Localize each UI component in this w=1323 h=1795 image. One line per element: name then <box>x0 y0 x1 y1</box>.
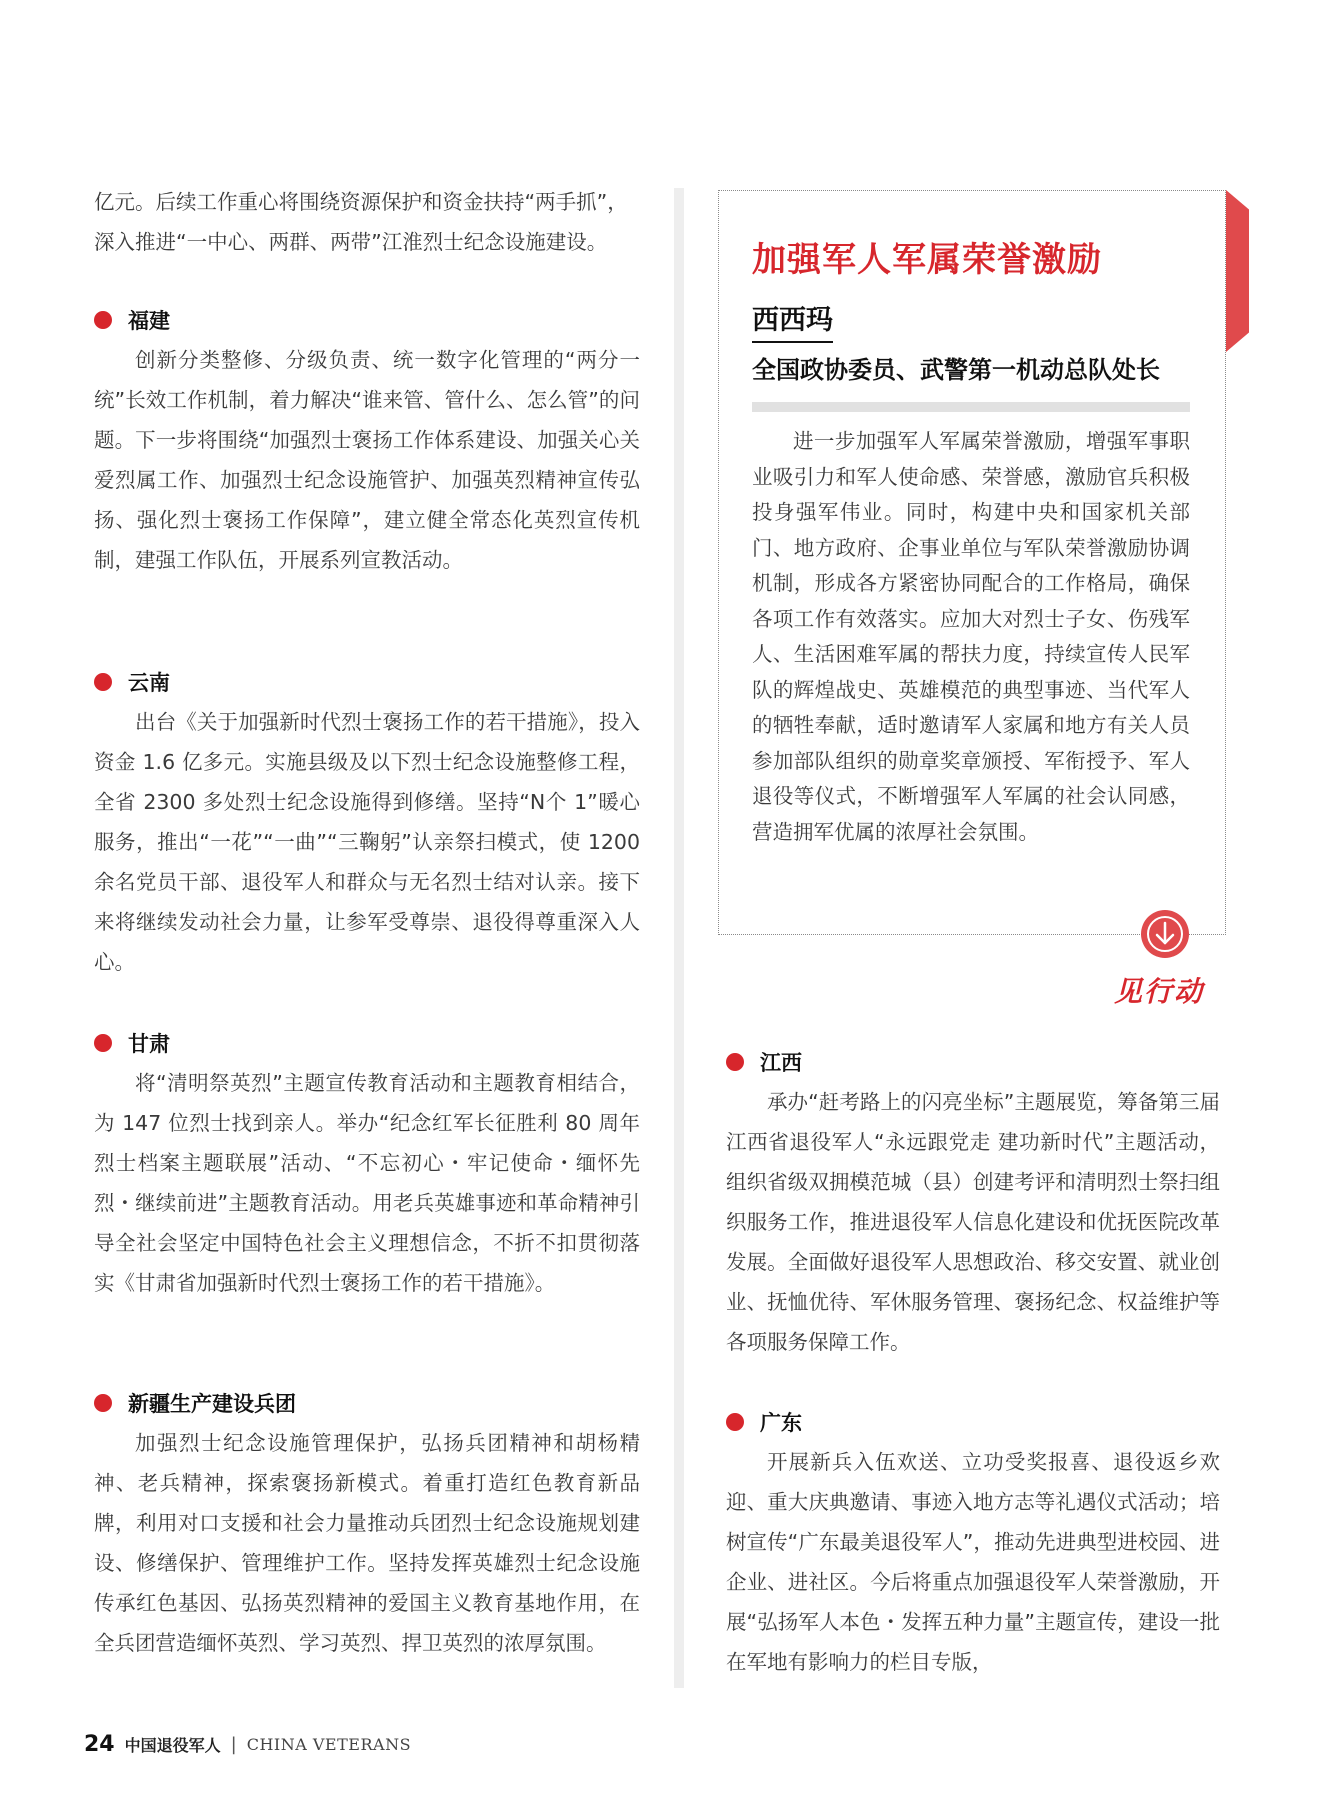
sidebar-quote: 进一步加强军人军属荣誉激励，增强军事职业吸引力和军人使命感、荣誉感，激励官兵积极投身强军伟业。同时，构建中央和国家机关部门、地方政府、企事业单位与军队荣誉激励协调机制，形成各方紧密协同配合的工作格局，确保各项工作有效落实。应加大对烈士子女、伤残军人、生活困难军属的帮扶力度，持续宣传人民军队的辉煌战史、英雄模范的典型事迹、当代军人的牺牲奉献，适时邀请军人家属和地方有关人员参加部队组织的勋章奖章颁授、军衔授予、军人退役等仪式，不断增强军人军属的社会认同感，营造拥军优属的浓厚社会氛围。 <box>752 429 1190 844</box>
section-heading-guangdong <box>726 1402 802 1442</box>
section-title: 福建 <box>128 309 170 333</box>
section-body-guangdong: 开展新兵入伍欢送、立功受奖报喜、退役返乡欢迎、重大庆典邀请、事迹入地方志等礼遇仪式活动；培树宣传“广东最美退役军人”，推动先进典型进校园、进企业、进社区。今后将重点加强退役军人荣誉激励，开展“弘扬军人本色・发挥五种力量”主题宣传，建设一批在军地有影响力的栏目专版， <box>726 1450 1220 1674</box>
red-dot-icon <box>94 1394 112 1412</box>
down-arrow-icon <box>1141 910 1189 958</box>
section-body-xinjiang-bingtuan: 加强烈士纪念设施管理保护，弘扬兵团精神和胡杨精神、老兵精神，探索褒扬新模式。着重打造红色教育新品牌，利用对口支援和社会力量推动兵团烈士纪念设施规划建设、修缮保护、管理维护工作。坚持发挥英雄烈士纪念设施传承红色基因、弘扬英烈精神的爱国主义教育基地作用，在全兵团营造缅怀英烈、学习英烈、捍卫英烈的浓厚氛围。 <box>94 1431 640 1655</box>
page-footer <box>84 1731 411 1757</box>
intro-line-1: 亿元。后续工作重心将围绕资源保护和资金扶持“两手抓”， <box>94 190 628 214</box>
section-body-fujian: 创新分类整修、分级负责、统一数字化管理的“两分一统”长效工作机制，着力解决“谁来管、管什么、怎么管”的问题。下一步将围绕“加强烈士褒扬工作体系建设、加强关心关爱烈属工作、加强烈士纪念设施管护、加强英烈精神宣传弘扬、强化烈士褒扬工作保障”，建立健全常态化英烈宣传机制，建强工作队伍，开展系列宣教活动。 <box>94 348 640 572</box>
sidebar-author-name: 西西玛 <box>752 298 833 343</box>
section-body-yunnan: 出台《关于加强新时代烈士褒扬工作的若干措施》，投入资金 1.6 亿多元。实施县级及以下烈士纪念设施整修工程，全省 2300 多处烈士纪念设施得到修缮。坚持“N个 1”暖心服务，推出“一花”“一曲”“三鞠躬”认亲祭扫模式，使 1200 余名党员干部、退役军人和群众与无名烈士结对认亲。接下来将继续发动社会力量，让参军受尊崇、退役得尊重深入人心。 <box>94 710 640 974</box>
section-heading-gansu <box>94 1023 170 1063</box>
red-dot-icon <box>726 1413 744 1431</box>
red-dot-icon <box>94 673 112 691</box>
sidebar-author-role: 全国政协委员、武警第一机动总队处长 <box>752 355 1160 384</box>
intro-line-2: 深入推进“一中心、两群、两带”江淮烈士纪念设施建设。 <box>94 230 608 254</box>
column-divider <box>674 188 684 1688</box>
page-number: 24 <box>84 1731 115 1757</box>
red-tab-decoration <box>1226 190 1249 352</box>
red-dot-icon <box>726 1053 744 1071</box>
footer-separator: | <box>230 1733 237 1755</box>
section-body-jiangxi: 承办“赶考路上的闪亮坐标”主题展览，筹备第三届江西省退役军人“永远跟党走 建功新时代”主题活动，组织省级双拥模范城（县）创建考评和清明烈士祭扫组织服务工作，推进退役军人信息化建设和优抚医院改革发展。全面做好退役军人思想政治、移交安置、就业创业、抚恤优待、军休服务管理、褒扬纪念、权益维护等各项服务保障工作。 <box>726 1090 1220 1354</box>
section-heading-jiangxi <box>726 1042 802 1082</box>
section-heading-xinjiang-bingtuan <box>94 1383 296 1423</box>
sidebar-divider-bar <box>752 402 1190 412</box>
magazine-name-cn: 中国退役军人 <box>124 1735 221 1755</box>
section-heading-yunnan <box>94 662 170 702</box>
section-title: 新疆生产建设兵团 <box>128 1392 296 1416</box>
section-body-gansu: 将“清明祭英烈”主题宣传教育活动和主题教育相结合，为 147 位烈士找到亲人。举办“纪念红军长征胜利 80 周年烈士档案主题联展”活动、“不忘初心・牢记使命・缅怀先烈・继续前进”主题教育活动。用老兵英雄事迹和革命精神引导全社会坚定中国特色社会主义理想信念，不折不扣贯彻落实《甘肃省加强新时代烈士褒扬工作的若干措施》。 <box>94 1071 640 1295</box>
red-dot-icon <box>94 311 112 329</box>
sidebar-title: 加强军人军属荣誉激励 <box>752 240 1102 280</box>
red-dot-icon <box>94 1034 112 1052</box>
section-title: 云南 <box>128 671 170 695</box>
magazine-name-en: CHINA VETERANS <box>246 1734 412 1754</box>
section-title: 江西 <box>760 1051 802 1075</box>
section-title: 广东 <box>760 1411 802 1435</box>
action-label: 见行动 <box>1114 975 1205 1008</box>
section-title: 甘肃 <box>128 1032 170 1056</box>
section-heading-fujian <box>94 300 170 340</box>
